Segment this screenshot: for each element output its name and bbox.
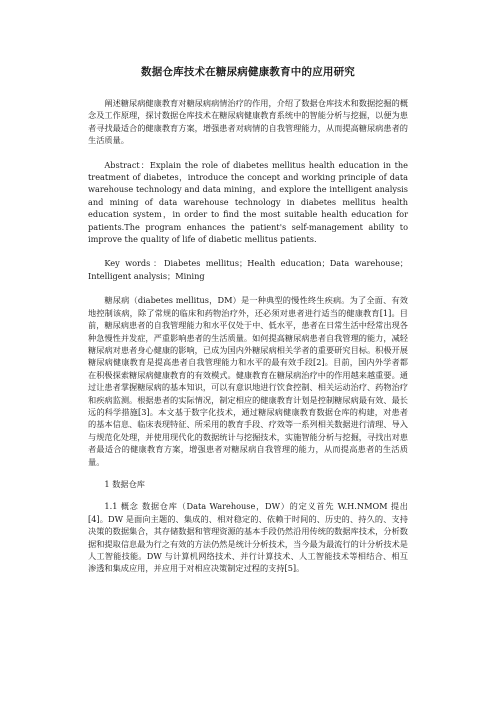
abstract-english-text: Explain the role of diabetes mellitus health education in the treatment of diabetes，introduce the concept and working principle of data warehouse technology and data mining，and explore the intelligent analysis and mining of data warehouse technology in diabetes mellitus health education system，in order to find the most suitable health education for patients.The program enhances the patient's self-management ability to improve the quality of life of diabetic mellitus patients. bbox=[88, 159, 408, 245]
paper-title: 数据仓库技术在糖尿病健康教育中的应用研究 bbox=[141, 66, 355, 78]
keywords bbox=[88, 257, 408, 282]
subsection-text: 数据仓库（Data Warehouse，DW）的定义首先 W.H.NMOM 提出[4]。DW 是面向主题的、集成的、相对稳定的、依赖于时间的、历史的、持久的、支持决策的数据集合，其存储数据和管理资源的基本手段仍然沿用传统的数据库技术，分析数据和提取信息最为行之有效的方法仍然是统计分析技术，当今最为最流行的计分析技术是人工智能技能。DW 与计算机网络技术、并行计算技术、人工智能技术等相结合、相互渗透和集成应用，并应用于对相应决策制定过程的支持[5]。 bbox=[88, 501, 408, 574]
abstract-english bbox=[88, 159, 408, 246]
keywords-text: Diabetes mellitus；Health education；Data warehouse；Intelligent analysis；Mining bbox=[88, 258, 408, 281]
introduction-paragraph: 糖尿病（diabetes mellitus，DM）是一种典型的慢性终生疾病。为了全面、有效地控制该病，除了常规的临床和药物治疗外，还必须对患者进行适当的健康教育[1]。目前，糖尿病患者的自我管理能力和水平仅处于中、低水平，患者在日常生活中经常出现各种急慢性并发症，严重影响患者的生活质量。如何提高糖尿病患者自我管理的能力，减轻糖尿病对患者身心健康的影响，已成为国内外糖尿病相关学者的重要研究目标。积极开展糖尿病健康教育是提高患者自我管理能力和水平的最有效手段[2]。目前，国内外学者都在积极探索糖尿病健康教育的有效模式。健康教育在糖尿病治疗中的作用越来越重要。通过让患者掌握糖尿病的基本知识，可以有意识地进行饮食控制、相关运动治疗、药物治疗和疾病监测。根据患者的实际情况，制定相应的健康教育计划是控制糖尿病最有效、最长远的科学措施[3]。本文基于数字化技术，通过糖尿病健康教育数据仓库的构建，对患者的基本信息、临床表现特征、所采用的教育手段、疗效等一系列相关数据进行清理、导入与规范化处理，并使用现代化的数据统计与挖掘技术，实施智能分析与挖掘，寻找出对患者最适合的健康教育方案，增强患者对糖尿病自我管理的能力，从而提高患者的生活质量。 bbox=[88, 295, 408, 467]
subsection-label: 1.1 概念 bbox=[104, 501, 139, 512]
section-heading-1: 1 数据仓库 bbox=[104, 478, 145, 489]
section-1-1-paragraph bbox=[88, 500, 408, 574]
keywords-label: Key words： bbox=[104, 258, 164, 269]
abstract-label: Abstract： bbox=[104, 159, 150, 170]
abstract-chinese: 阐述糖尿病健康教育对糖尿病病情治疗的作用，介绍了数据仓库技术和数据挖掘的概念及工作原理，探讨数据仓库技术在糖尿病健康教育系统中的智能分析与挖掘，以便为患者寻找最适合的健康教育方案，增强患者对病情的自我管理能力，从而提高糖尿病患者的生活质量。 bbox=[88, 98, 408, 146]
